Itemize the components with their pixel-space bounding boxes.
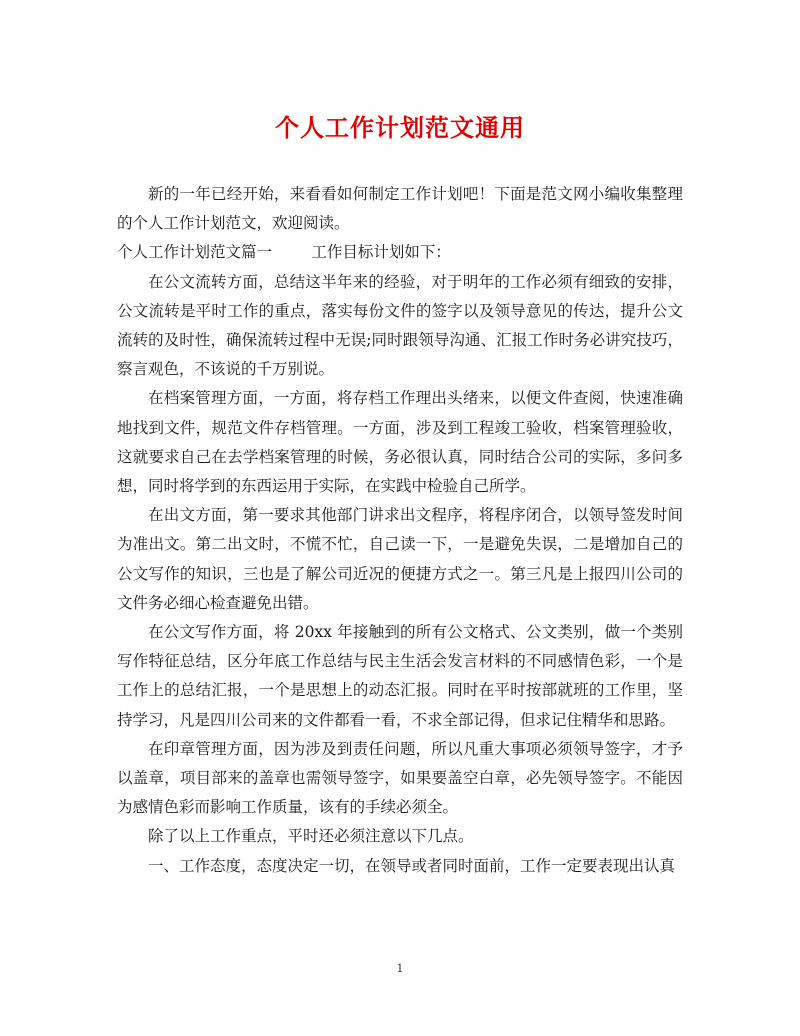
page-number: 1 <box>396 962 404 975</box>
intro-paragraph: 新的一年已经开始，来看看如何制定工作计划吧！下面是范文网小编收集整理的个人工作计划范文，欢迎阅读。 <box>117 185 683 233</box>
document-body <box>117 180 683 881</box>
paragraph-archive-management: 在档案管理方面，一方面，将存档工作理出头绪来，以便文件查阅，快速准确地找到文件，规范文件存档管理。一方面，涉及到工程竣工验收，档案管理验收，这就要求自己在去学档案管理的时候，务必很认真，同时结合公司的实际，多问多想，同时将学到的东西运用于实际，在实践中检验自己所学。 <box>117 389 683 496</box>
section-heading: 个人工作计划范文篇一 工作目标计划如下： <box>117 243 451 262</box>
paragraph-other-notes: 除了以上工作重点，平时还必须注意以下几点。 <box>148 827 474 846</box>
paragraph-work-attitude: 一、工作态度，态度决定一切，在领导或者同时面前，工作一定要表现出认真 <box>148 856 676 875</box>
paragraph-document-issuing: 在出文方面，第一要求其他部门讲求出文程序，将程序闭合，以领导签发时间为准出文。第二出文时，不慌不忙，自己读一下，一是避免失误，二是增加自己的公文写作的知识，三也是了解公司近况的便捷方式之一。第三凡是上报四川公司的文件务必细心检查避免出错。 <box>117 506 683 612</box>
paragraph-document-flow: 在公文流转方面，总结这半年来的经验，对于明年的工作必须有细致的安排，公文流转是平时工作的重点，落实每份文件的签字以及领导意见的传达，提升公文流转的及时性，确保流转过程中无误;同时跟领导沟通、汇报工作时务必讲究技巧，察言观色，不该说的千万别说。 <box>117 272 683 379</box>
document-title: 个人工作计划范文通用 <box>275 113 525 142</box>
paragraph-document-writing: 在公文写作方面，将 20xx 年接触到的所有公文格式、公文类别，做一个类别写作特征总结，区分年底工作总结与民主生活会发言材料的不同感情色彩，一个是工作上的总结汇报，一个是思想上的动态汇报。同时在平时按部就班的工作里，坚持学习，凡是四川公司来的文件都看一看，不求全部记得，但求记住精华和思路。 <box>117 623 683 729</box>
paragraph-seal-management: 在印章管理方面，因为涉及到责任问题，所以凡重大事项必须领导签字，才予以盖章，项目部来的盖章也需领导签字，如果要盖空白章，必先领导签字。不能因为感情色彩而影响工作质量，该有的手续必须全。 <box>117 739 683 817</box>
